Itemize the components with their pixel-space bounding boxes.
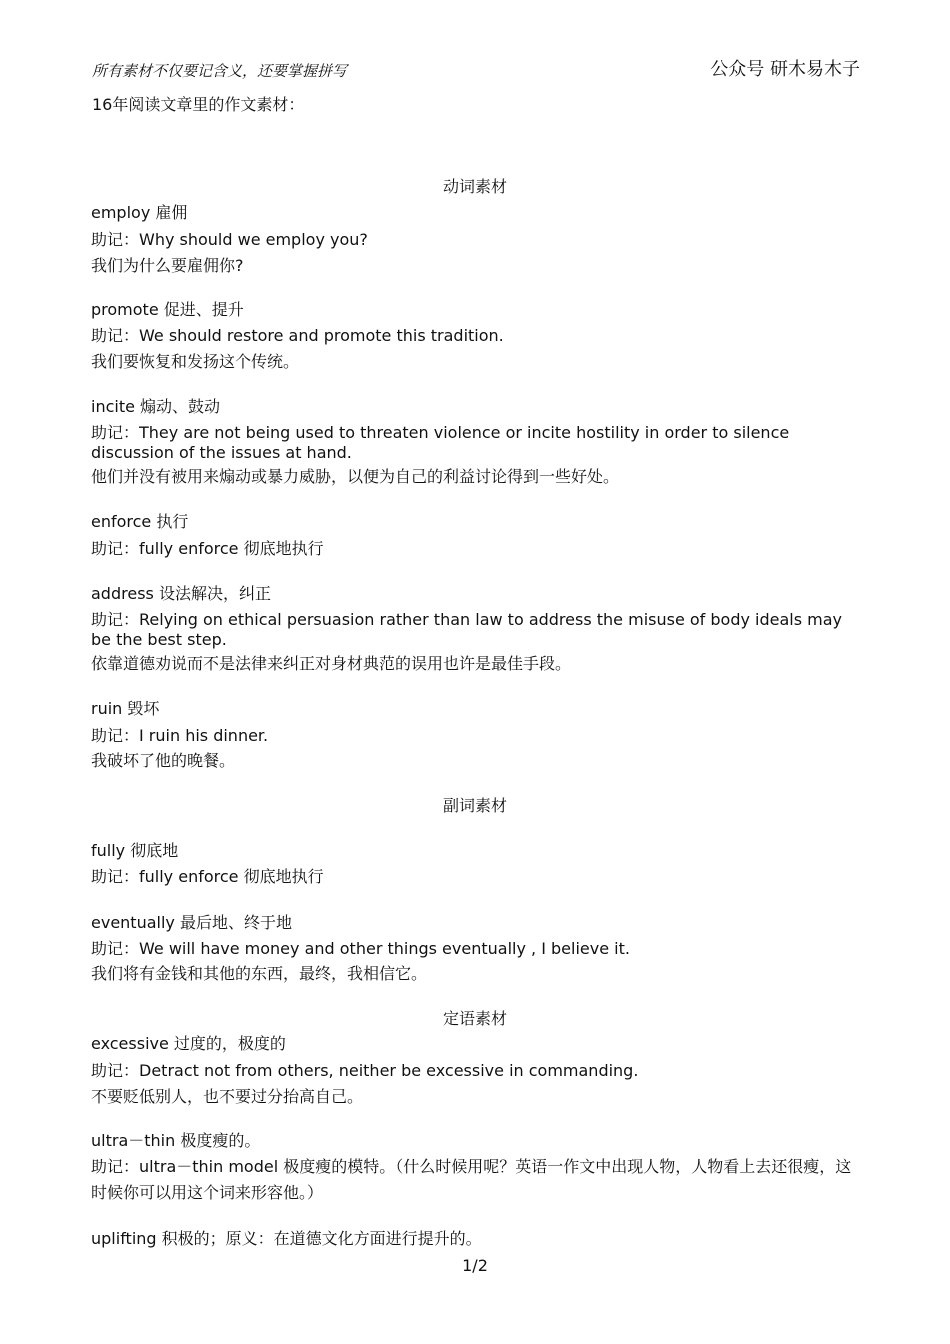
entry-translation-ruin: 我破坏了他的晚餐。: [91, 751, 236, 770]
entry-example-ultrathin: 助记：ultra－thin model 极度瘦的模特。（什么时候用呢？英语一作文中出现人物，人物看上去还很瘦，这时候你可以用这个词来形容他。）: [91, 1157, 852, 1202]
entry-translation-address: 依靠道德劝说而不是法律来纠正对身材典范的误用也许是最佳手段。: [91, 654, 572, 673]
entry-word-employ: employ 雇佣: [91, 203, 188, 222]
entry-word-eventually: eventually 最后地、终于地: [91, 913, 292, 932]
entry-example-employ: 助记：Why should we employ you?: [91, 230, 368, 249]
entry-example-promote: 助记：We should restore and promote this tradition.: [91, 326, 504, 345]
entry-example-address: 助记：Relying on ethical persuasion rather than law to address the misuse of body ideals may be the best step.: [91, 610, 843, 649]
entry-translation-excessive: 不要贬低别人，也不要过分抬高自己。: [91, 1087, 364, 1106]
entry-word-uplifting: uplifting 积极的；原义：在道德文化方面进行提升的。: [91, 1229, 482, 1248]
entry-word-enforce: enforce 执行: [91, 512, 189, 531]
entry-word-excessive: excessive 过度的，极度的: [91, 1034, 286, 1053]
page-number: 1/2: [462, 1256, 488, 1275]
entry-word-fully: fully 彻底地: [91, 841, 179, 860]
entry-word-ultrathin: ultra－thin 极度瘦的。: [91, 1131, 261, 1150]
section-heading-adverbs: 副词素材: [442, 796, 507, 815]
entry-translation-promote: 我们要恢复和发扬这个传统。: [91, 352, 300, 371]
entry-example-enforce: 助记：fully enforce 彻底地执行: [91, 539, 324, 558]
section-heading-verbs: 动词素材: [442, 177, 507, 196]
entry-translation-employ: 我们为什么要雇佣你?: [91, 256, 244, 275]
section-heading-attributives: 定语素材: [442, 1009, 507, 1028]
intro-text: 16年阅读文章里的作文素材：: [92, 95, 305, 114]
entry-word-promote: promote 促进、提升: [91, 300, 244, 319]
entry-word-address: address 设法解决，纠正: [91, 584, 271, 603]
entry-word-ruin: ruin 毁坏: [91, 699, 160, 718]
entry-example-eventually: 助记：We will have money and other things eventually , I believe it.: [91, 939, 630, 958]
entry-translation-incite: 他们并没有被用来煽动或暴力威胁，以便为自己的利益讨论得到一些好处。: [91, 467, 620, 486]
entry-example-ruin: 助记：I ruin his dinner.: [91, 726, 269, 745]
entry-word-incite: incite 煽动、鼓动: [91, 397, 221, 416]
entry-example-incite: 助记：They are not being used to threaten violence or incite hostility in order to silence discussion of the issues at hand.: [91, 423, 790, 462]
entry-example-excessive: 助记：Detract not from others, neither be excessive in commanding.: [91, 1061, 639, 1080]
header-note: 所有素材不仅要记含义，还要掌握拼写: [92, 62, 348, 80]
header-account: 公众号 研木易木子: [710, 59, 860, 80]
entry-translation-eventually: 我们将有金钱和其他的东西，最终，我相信它。: [91, 964, 428, 983]
entry-example-fully: 助记：fully enforce 彻底地执行: [91, 867, 324, 886]
